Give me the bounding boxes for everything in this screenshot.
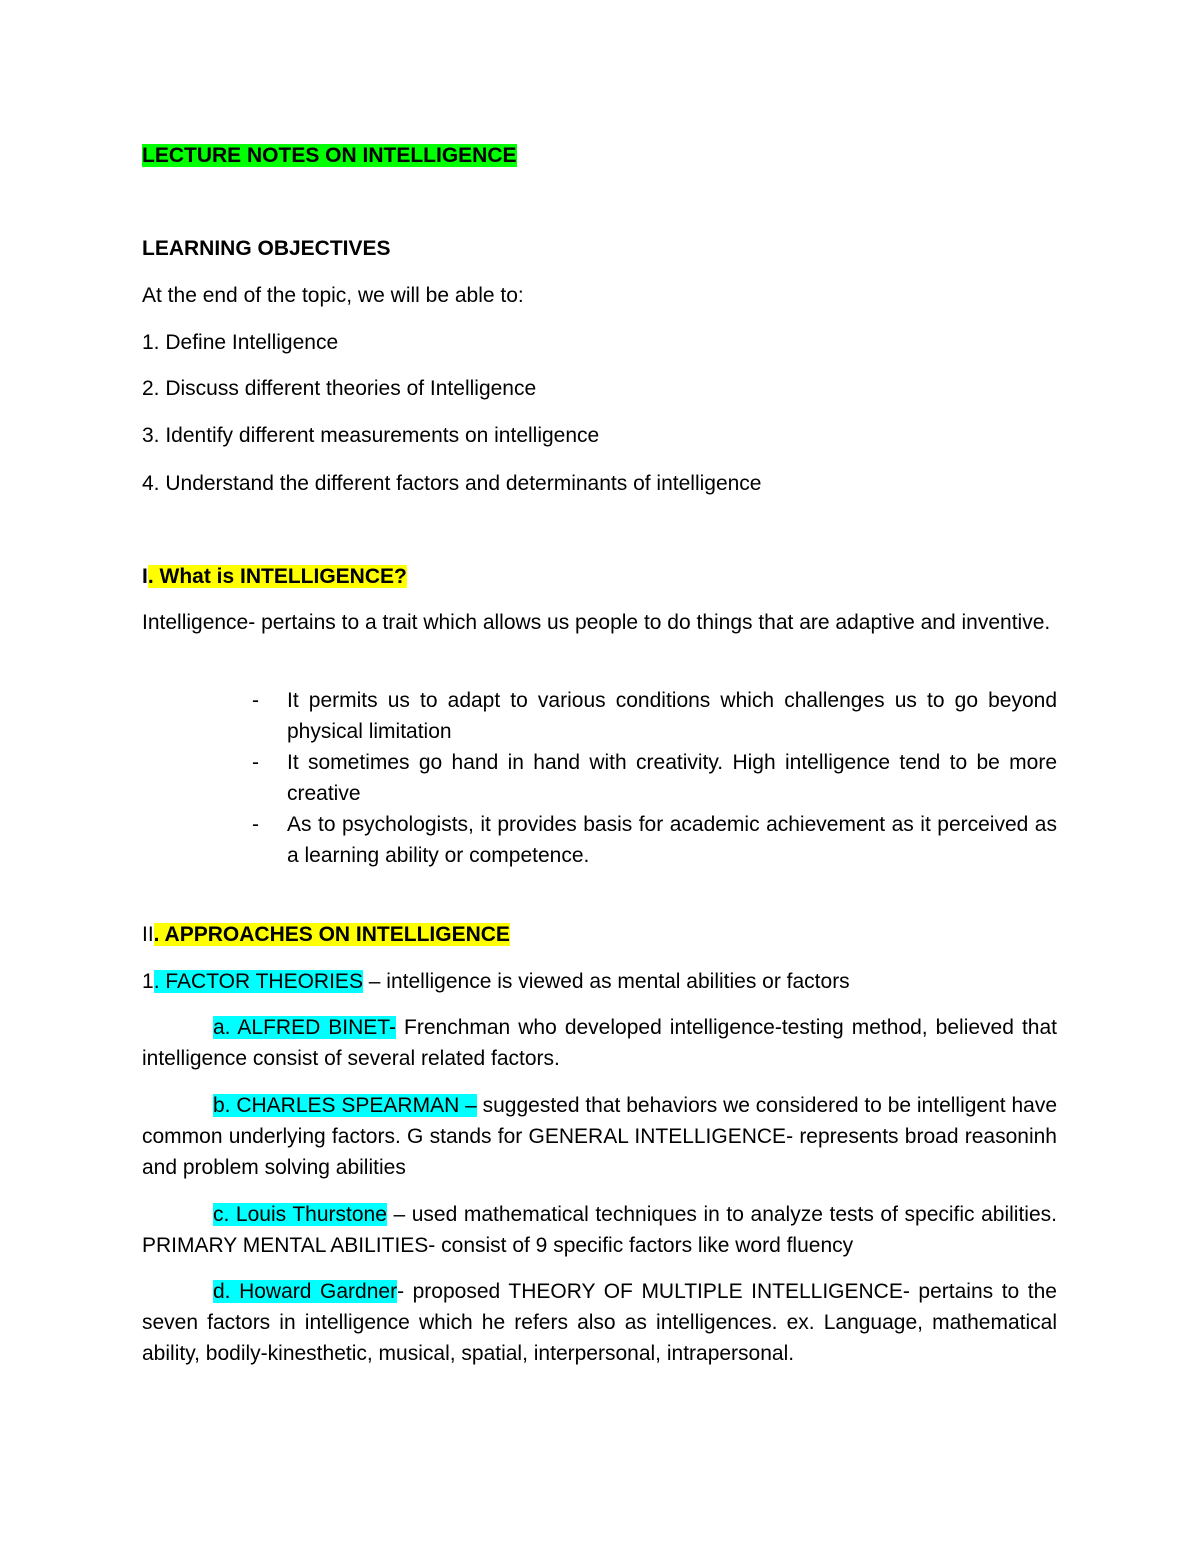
theorist-text: - proposed THEORY OF MULTIPLE INTELLIGENCE- pertains to the seven factors in intelligence which he refers also as intelligences. ex. Language, mathematical ability, bodily-kinesthetic, musical, spatial, interpersonal, intrapersonal. <box>142 1280 1057 1365</box>
objective-item: 3. Identify different measurements on intelligence <box>142 424 600 447</box>
section2-heading-highlight: . APPROACHES ON INTELLIGENCE <box>153 923 510 946</box>
theorist-paragraph <box>142 1012 1057 1074</box>
section2-heading <box>142 922 510 948</box>
section1-prefix: I <box>142 565 148 588</box>
bullet-dash: - <box>252 813 259 836</box>
objective-item: 2. Discuss different theories of Intelligence <box>142 377 537 400</box>
factor-theories-line <box>142 969 850 995</box>
theorist-name: c. Louis Thurstone <box>213 1203 387 1226</box>
theorist-name: d. Howard Gardner <box>213 1280 398 1303</box>
objectives-heading: LEARNING OBJECTIVES <box>142 237 391 260</box>
bullet-item: As to psychologists, it provides basis for academic achievement as it perceived as a learning ability or competence. <box>287 813 1057 867</box>
title-highlight: LECTURE NOTES ON INTELLIGENCE <box>142 144 517 167</box>
theorist-text: Frenchman who developed intelligence-testing method, believed that intelligence consist of several related factors. <box>142 1016 1057 1070</box>
bullet-dash: - <box>252 751 259 774</box>
document-title <box>142 143 517 169</box>
theorist-text: suggested that behaviors we considered to be intelligent have common underlying factors. G stands for GENERAL INTELLIGENCE- represents broad reasoninh and problem solving abilities <box>142 1094 1057 1179</box>
section2-prefix: II <box>142 923 154 946</box>
bullet-item: It permits us to adapt to various conditions which challenges us to go beyond physical limitation <box>287 689 1057 743</box>
section1-heading <box>142 564 407 590</box>
factor-theories-label: . FACTOR THEORIES <box>153 970 363 993</box>
objectives-intro: At the end of the topic, we will be able to: <box>142 284 524 307</box>
bullet-dash: - <box>252 689 259 712</box>
objective-item: 1. Define Intelligence <box>142 331 339 354</box>
theorist-name: b. CHARLES SPEARMAN – <box>213 1094 477 1117</box>
objective-item: 4. Understand the different factors and determinants of intelligence <box>142 472 762 495</box>
bullet-item: It sometimes go hand in hand with creativity. High intelligence tend to be more creative <box>287 751 1057 805</box>
factor-number: 1 <box>142 970 154 993</box>
theorist-paragraph <box>142 1276 1057 1369</box>
factor-theories-text: – intelligence is viewed as mental abilities or factors <box>362 970 850 993</box>
intelligence-definition: Intelligence- pertains to a trait which allows us people to do things that are adaptive and inventive. <box>142 611 1051 634</box>
theorist-text: – used mathematical techniques in to analyze tests of specific abilities. PRIMARY MENTAL ABILITIES- consist of 9 specific factors like word fluency <box>142 1203 1057 1257</box>
theorist-paragraph <box>142 1090 1057 1183</box>
theorist-paragraph <box>142 1199 1057 1261</box>
section1-heading-highlight: . What is INTELLIGENCE? <box>147 565 407 588</box>
theorist-name: a. ALFRED BINET- <box>213 1016 396 1039</box>
